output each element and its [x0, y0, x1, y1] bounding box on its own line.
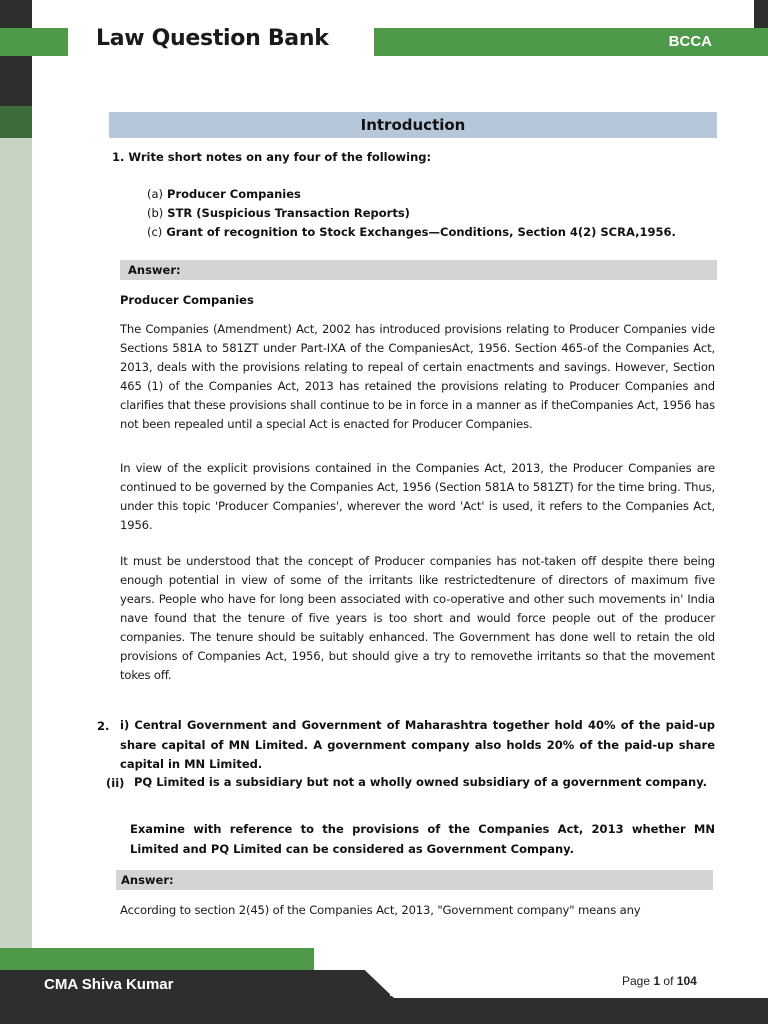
answer-2-start: According to section 2(45) of the Companies Act, 2013, "Government company" means any: [120, 903, 641, 917]
list-item-text: Grant of recognition to Stock Exchanges—Conditions, Section 4(2) SCRA,1956.: [166, 225, 676, 239]
page-number: [622, 974, 697, 988]
answer-paragraph-3: It must be understood that the concept of Producer companies has not-taken off despite there being enough potential in view of some of the irritants like restrictedtenure of directors of maximum five years. People who have for long been associated with co-operative and other such movements in' India nave found that the tenure of five years is too short and would force people out of the producer companies. The tenure should be suitably enhanced. The Government has done well to retain the old provisions of Companies Act, 1956, but should give a try to removethe irritants so that the movement tokes off.: [120, 554, 715, 682]
question-number: 1.: [112, 150, 125, 164]
list-item-text: STR (Suspicious Transaction Reports): [167, 206, 410, 220]
page-prefix: Page: [622, 974, 651, 988]
left-margin-strip: [0, 138, 32, 952]
question-prompt: Write short notes on any four of the following:: [128, 150, 432, 164]
list-item: [147, 206, 410, 220]
question-2-number: 2.: [97, 719, 110, 733]
left-margin-dark-block-2: [0, 56, 32, 106]
page-total: 104: [676, 974, 697, 988]
section-title: Introduction: [109, 112, 717, 138]
list-item: [147, 187, 301, 201]
question-2-part-2: PQ Limited is a subsidiary but not a wholly owned subsidiary of a government company.: [134, 775, 708, 789]
header-title: Law Question Bank: [96, 26, 329, 51]
answer-paragraph-1: The Companies (Amendment) Act, 2002 has introduced provisions relating to Producer Companies vide Sections 581A to 581ZT under Part-IXA of the CompaniesAct, 1956. Section 465-of the Companies Act, 2013, deals with the provisions relating to repeal of certain enactments and savings. However, Section 465 (1) of the Companies Act, 2013 has retained the provisions relating to Producer Companies and clarifies that these provisions shall continue to be in force in a manner as if theCompanies Act, 1956 has not been repealed until a special Act is enacted for Producer Companies.: [120, 322, 715, 431]
question-2-part-2-label: (ii): [106, 776, 125, 790]
footer-green-bar: [0, 948, 314, 970]
answer-bar-1: Answer:: [120, 260, 717, 280]
left-margin-darkgreen-block: [0, 106, 32, 138]
list-item-label: (a): [147, 187, 164, 201]
question-2-part-1: i) Central Government and Government of Maharashtra together hold 40% of the paid-up share capital of MN Limited. A government company also holds 20% of the paid-up share capital in MN Limited.: [120, 718, 715, 771]
answer-bar-2: Answer:: [116, 870, 713, 890]
header-badge: BCCA: [374, 28, 768, 56]
list-item: [147, 225, 676, 239]
question-1: [112, 150, 431, 164]
question-2-examine: Examine with reference to the provisions of the Companies Act, 2013 whether MN Limited and PQ Limited can be considered as Government Company.: [130, 822, 715, 856]
left-margin-green-block: [0, 28, 68, 56]
footer-author: CMA Shiva Kumar: [44, 976, 174, 993]
list-item-text: Producer Companies: [167, 187, 301, 201]
right-corner-block: [754, 0, 768, 28]
answer-subheading: Producer Companies: [120, 293, 254, 307]
left-margin-dark-block: [0, 0, 32, 28]
answer-paragraph-2: In view of the explicit provisions contained in the Companies Act, 2013, the Producer Companies are continued to be governed by the Companies Act, 1956 (Section 581A to 581ZT) for the time bring. Thus, under this topic 'Producer Companies', wherever the word 'Act' is used, it refers to the Companies Act, 1956.: [120, 461, 715, 532]
list-item-label: (c): [147, 225, 163, 239]
list-item-label: (b): [147, 206, 164, 220]
page-of: of: [663, 974, 674, 988]
page-current: 1: [653, 974, 661, 988]
